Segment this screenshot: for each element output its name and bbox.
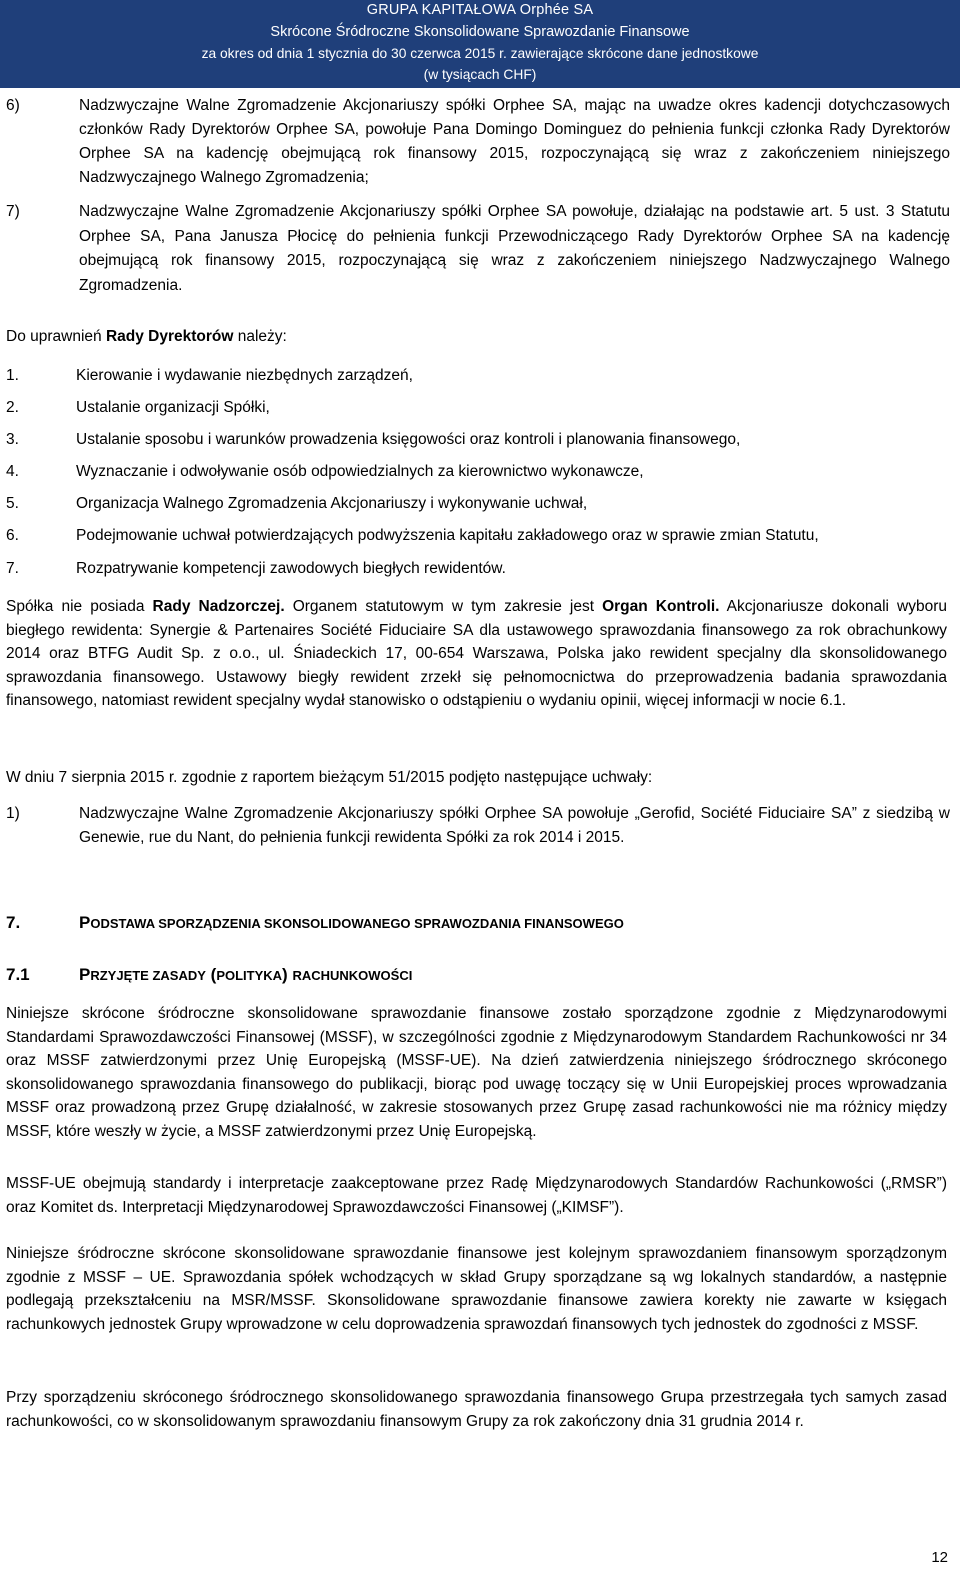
subsection-heading: [6, 965, 412, 985]
august-intro: W dniu 7 sierpnia 2015 r. zgodnie z raportem bieżącym 51/2015 podjęto następujące uchwały:: [6, 769, 653, 786]
list-number: 6.: [6, 527, 19, 544]
list-text: Kierowanie i wydawanie niezbędnych zarządzeń,: [76, 367, 413, 384]
list-item: [6, 493, 936, 515]
list-number: 2.: [6, 399, 19, 416]
resolution-text: Nadzwyczajne Walne Zgromadzenie Akcjonariuszy spółki Orphee SA powołuje, działając na podstawie art. 5 ust. 3 Statutu Orphee SA, Pana Janusza Płocicę do pełnienia funkcji Przewodniczącego Rady Dyrektorów Orphee SA na kadencję obejmującą rok finansowy 2015, rozpoczynającą się wraz z zakończeniem niniejszego Nadzwyczajnego Walnego Zgromadzenia.: [79, 203, 950, 294]
list-number: 4.: [6, 463, 19, 480]
resolution-text: Nadzwyczajne Walne Zgromadzenie Akcjonariuszy spółki Orphee SA, mając na uwadze okres kadencji dotychczasowych członków Rady Dyrektorów Orphee SA, powołuje Pana Domingo Dominguez do pełnienia funkcji członka Rady Dyrektorów Orphee SA na kadencję obejmującą rok finansowy 2015, rozpoczynającą się wraz z zakończeniem niniejszego Nadzwyczajnego Walnego Zgromadzenia;: [79, 97, 950, 186]
list-item: [6, 558, 936, 580]
document-header: [0, 0, 960, 88]
resolution-number: 7): [6, 203, 20, 220]
rights-board: Rady Dyrektorów: [105, 328, 234, 345]
subsection-title-part-3: RACHUNKOWOŚCI: [292, 968, 413, 983]
body-paragraph: Niniejsze śródroczne skrócone skonsolidowane sprawozdanie finansowe jest kolejnym sprawozdaniem finansowym sporządzonym zgodnie z MSSF – UE. Sprawozdania spółek wchodzących w skład Grupy sporządzane są wg lokalnych standardów, a następnie podlegają przekształceniu na MSR/MSSF. Skonsolidowane sprawozdanie finansowe zawiera korekty nie zawarte w księgach rachunkowych jednostek Grupy wprowadzone w celu doprowadzenia sprawozdań finansowych tych jednostek do zgodności z MSSF.: [6, 1245, 947, 1333]
supervisory-text-3: Akcjonariusze dokonali wyboru biegłego rewidenta: Synergie & Partenaires Société Fiduciaire SA dla ustawowego sprawozdania finansowego za rok obrachunkowy 2014 oraz BTFG Audit Sp. z o.o., ul. Śniadeckich 17, 00-654 Warszawa, Polska jako rewident specjalny dla skonsolidowanego sprawozdania finansowego. Ustawowy biegły rewident zrzekł się pełnomocnictwa do przeprowadzenia badania sprawozdania finansowego, natomiast rewident specjalny wydał stanowisko o odstąpieniu o wydaniu opinii, więcej informacji w nocie 6.1.: [6, 598, 947, 709]
rights-prefix: Do uprawnień: [6, 328, 106, 345]
subsection-title-part-1: RZYJĘTE ZASADY: [90, 968, 206, 983]
section-title-initial: P: [79, 913, 91, 932]
resolution-item: [6, 802, 950, 850]
subsection-number: 7.1: [6, 965, 30, 984]
header-currency: (w tysiącach CHF): [423, 67, 537, 82]
list-item: [6, 525, 936, 547]
rights-heading: [6, 328, 287, 346]
list-text: Ustalanie organizacji Spółki,: [76, 399, 270, 416]
subsection-title-part-2: POLITYKA: [216, 968, 283, 983]
body-paragraph: Niniejsze skrócone śródroczne skonsolidowane sprawozdanie finansowe zostało sporządzone zgodnie z Międzynarodowymi Standardami Sprawozdawczości Finansowej (MSSF), w szczególności zgodnie z Międzynarodowym Standardem Rachunkowości nr 34 oraz MSSF zatwierdzonymi przez Unię Europejską (MSSF-UE). Na dzień zatwierdzenia niniejszego śródrocznego skróconego skonsolidowanego sprawozdania finansowego do publikacji, biorąc pod uwagę toczący się w Unii Europejskiej proces wprowadzania MSSF oraz prowadzoną przez Grupę działalność, w zakresie stosowanych przez Grupę zasad rachunkowości nie ma różnicy między MSSF, które weszły w życie, a MSSF zatwierdzonymi przez Unię Europejską.: [6, 1005, 947, 1140]
resolution-number: 1): [6, 805, 20, 822]
section-heading: [6, 913, 624, 933]
list-text: Ustalanie sposobu i warunków prowadzenia księgowości oraz kontroli i planowania finansowego,: [76, 431, 741, 448]
rights-suffix: należy:: [233, 328, 287, 345]
supervisory-bold-1: Rady Nadzorczej.: [152, 598, 285, 615]
subsection-title-initial: P: [79, 965, 91, 984]
resolution-item: [6, 94, 950, 190]
section-title: ODSTAWA SPORZĄDZENIA SKONSOLIDOWANEGO SPRAWOZDANIA FINANSOWEGO: [90, 916, 624, 931]
body-paragraph: MSSF-UE obejmują standardy i interpretacje zaakceptowane przez Radę Międzynarodowych Standardów Rachunkowości („RMSR”) oraz Komitet ds. Interpretacji Międzynarodowej Sprawozdawczości Finansowej („KIMSF”).: [6, 1175, 947, 1216]
supervisory-paragraph: [6, 595, 947, 713]
list-number: 3.: [6, 431, 19, 448]
list-item: [6, 365, 936, 387]
resolution-item: [6, 200, 950, 298]
header-report-title: Skrócone Śródroczne Skonsolidowane Sprawozdanie Finansowe: [270, 24, 690, 40]
list-item: [6, 461, 936, 483]
supervisory-text-1: Spółka nie posiada: [6, 598, 153, 615]
resolution-text: Nadzwyczajne Walne Zgromadzenie Akcjonariuszy spółki Orphee SA powołuje „Gerofid, Société Fiduciaire SA” z siedzibą w Genewie, rue du Nant, do pełnienia funkcji rewidenta Spółki za rok 2014 i 2015.: [79, 805, 950, 846]
list-text: Rozpatrywanie kompetencji zawodowych biegłych rewidentów.: [76, 560, 506, 577]
list-number: 7.: [6, 560, 19, 577]
header-company: GRUPA KAPITAŁOWA Orphée SA: [366, 2, 594, 18]
list-item: [6, 429, 936, 451]
list-number: 1.: [6, 367, 19, 384]
subsection-title-paren-open: (: [205, 965, 217, 984]
list-text: Podejmowanie uchwał potwierdzających podwyższenia kapitału zakładowego oraz w sprawie zmian Statutu,: [76, 527, 819, 544]
list-text: Wyznaczanie i odwoływanie osób odpowiedzialnych za kierownictwo wykonawcze,: [76, 463, 644, 480]
section-number: 7.: [6, 913, 21, 932]
list-number: 5.: [6, 495, 19, 512]
body-paragraph: Przy sporządzeniu skróconego śródrocznego skonsolidowanego sprawozdania finansowego Grupa przestrzegała tych samych zasad rachunkowości, co w skonsolidowanym sprawozdaniu finansowym Grupy za rok zakończony dnia 31 grudnia 2014 r.: [6, 1389, 947, 1430]
subsection-title-paren-close: ): [282, 965, 293, 984]
header-period: za okres od dnia 1 stycznia do 30 czerwca 2015 r. zawierające skrócone dane jednostkowe: [201, 46, 759, 61]
supervisory-bold-2: Organ Kontroli.: [602, 598, 720, 615]
page-number: 12: [931, 1549, 948, 1566]
resolution-number: 6): [6, 97, 20, 114]
list-item: [6, 397, 936, 419]
list-text: Organizacja Walnego Zgromadzenia Akcjonariuszy i wykonywanie uchwał,: [76, 495, 588, 512]
supervisory-text-2: Organem statutowym w tym zakresie jest: [284, 598, 603, 615]
